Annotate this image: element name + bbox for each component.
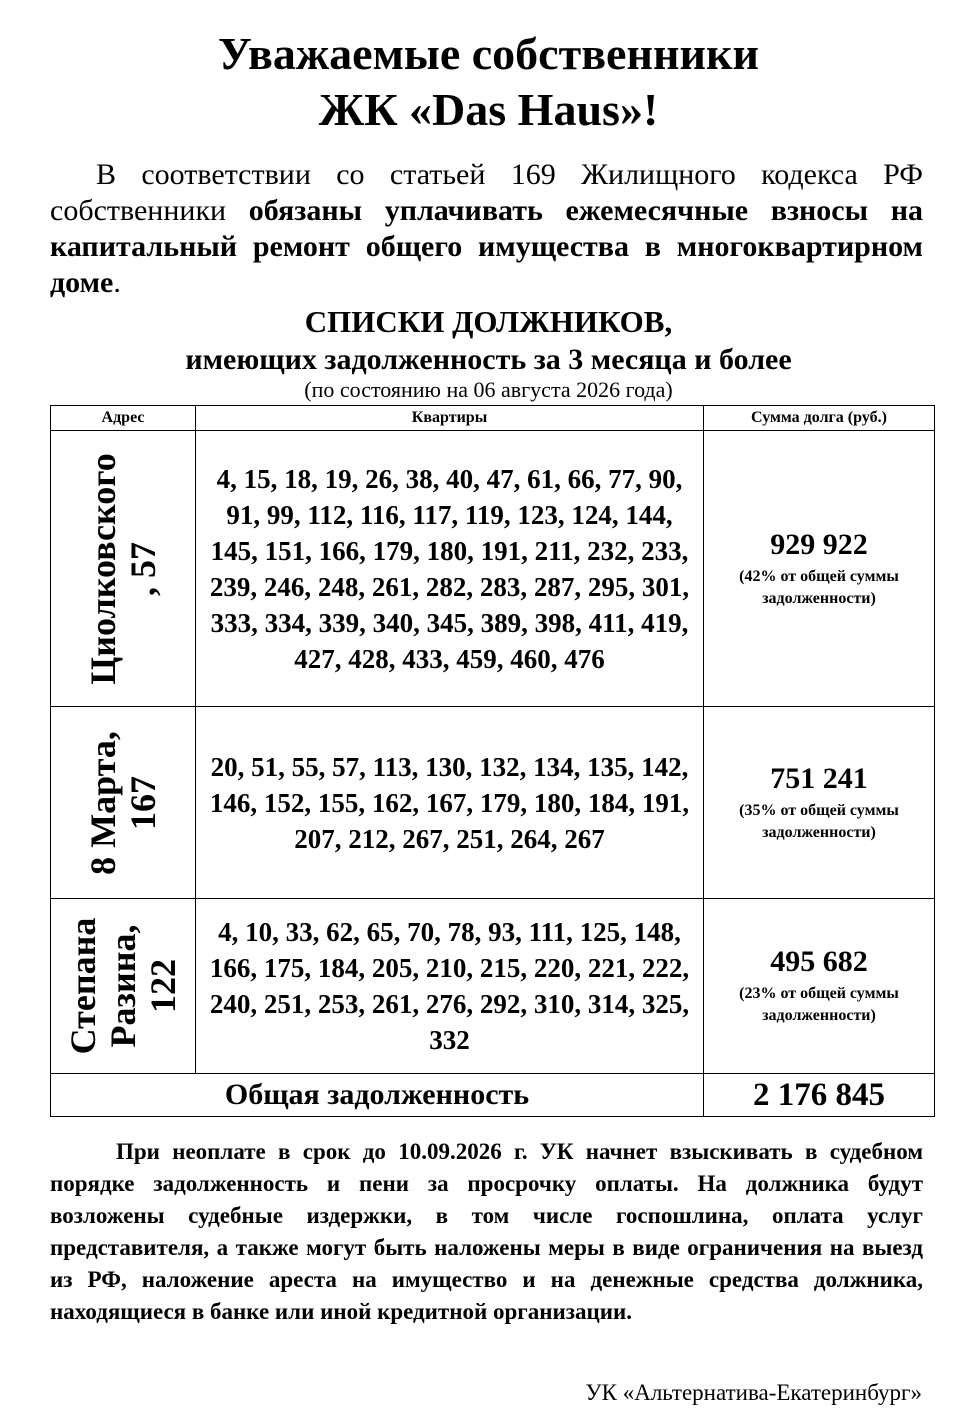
address-line: 122 bbox=[143, 959, 183, 1014]
address-line: Разина, bbox=[103, 924, 143, 1048]
table-row bbox=[51, 899, 935, 1074]
list-date: (по состоянию на 06 августа 2026 года) bbox=[304, 377, 673, 402]
table-header-row bbox=[51, 406, 935, 431]
sum-cell bbox=[704, 899, 935, 1074]
sum-note bbox=[704, 800, 934, 844]
address-cell bbox=[51, 899, 196, 1074]
total-label: Общая задолженность bbox=[51, 1074, 704, 1117]
address-line: Степана bbox=[63, 917, 103, 1055]
title-line-2: ЖК «Das Haus»! bbox=[318, 84, 659, 135]
table-row bbox=[51, 707, 935, 899]
sum-value: 495 682 bbox=[770, 945, 868, 978]
list-subtitle: имеющих задолженность за 3 месяца и более bbox=[185, 343, 792, 376]
apartments-cell bbox=[196, 707, 704, 899]
intro-text-end: . bbox=[113, 266, 121, 299]
title-line-1: Уважаемые собственники bbox=[218, 28, 759, 79]
sum-note-line: задолженности) bbox=[762, 823, 876, 841]
debtors-table bbox=[50, 405, 935, 1117]
header-sum: Сумма долга (руб.) bbox=[704, 406, 935, 431]
sum-note-line: (42% от общей суммы bbox=[739, 567, 899, 585]
address-cell bbox=[51, 707, 196, 899]
address-label bbox=[83, 731, 163, 875]
table-row bbox=[51, 431, 935, 707]
signature: УК «Альтернатива-Екатеринбург» bbox=[585, 1380, 922, 1405]
apartment-list: 4, 10, 33, 62, 65, 70, 78, 93, 111, 125, 148, 166, 175, 184, 205, 210, 215, 220, 221, 222, 240, 251, 253, 261, 276, 292, 310, 314, 325, 332 bbox=[209, 917, 690, 1055]
apartments-cell bbox=[196, 431, 704, 707]
sum-note-line: задолженности) bbox=[762, 589, 876, 607]
apartment-list: 20, 51, 55, 57, 113, 130, 132, 134, 135, 142, 146, 152, 155, 162, 167, 179, 180, 184, 191, 207, 212, 267, 251, 264, 267 bbox=[209, 751, 690, 854]
intro-paragraph bbox=[50, 157, 923, 301]
sum-cell bbox=[704, 707, 935, 899]
list-title: СПИСКИ ДОЛЖНИКОВ, bbox=[304, 304, 673, 339]
address-label bbox=[83, 453, 163, 684]
address-line: 8 Марта, bbox=[83, 730, 123, 875]
header-address: Адрес bbox=[51, 406, 196, 431]
address-line: 167 bbox=[123, 775, 163, 830]
warning-paragraph bbox=[50, 1136, 923, 1328]
intro-bold-text: обязаны уплачивать ежемесячные взносы на капитальный ремонт общего имущества в многоквартирном доме bbox=[50, 194, 923, 299]
sum-value: 929 922 bbox=[770, 527, 868, 561]
apartment-list: 4, 15, 18, 19, 26, 38, 40, 47, 61, 66, 77, 90, 91, 99, 112, 116, 117, 119, 123, 124, 144, 145, 151, 166, 179, 180, 191, 211, 232, 233, 239, 246, 248, 261, 282, 283, 287, 295, 301, 333, 334, 339, 340, 345, 389, 398, 411, 419, 427, 428, 433, 459, 460, 476 bbox=[209, 463, 690, 674]
total-value: 2 176 845 bbox=[704, 1074, 935, 1117]
warning-text: При неоплате в срок до 10.09.2026 г. УК начнет взыскивать в судебном порядке задолженность и пени за просрочку оплаты. На должника будут возложены судебные издержки, в том числе госпошлина, оплата услуг представителя, а также могут быть наложены меры в виде ограничения на выезд из РФ, наложение ареста на имущество и на денежные средства должника, находящиеся в банке или иной кредитной организации. bbox=[50, 1139, 923, 1324]
apartments-cell bbox=[196, 899, 704, 1074]
sum-note-line: (35% от общей суммы bbox=[739, 801, 899, 819]
address-line: , 57 bbox=[123, 541, 163, 596]
sum-note bbox=[704, 566, 934, 610]
intro-text: В соответствии со статьей 169 Жилищного кодекса РФ собственники bbox=[50, 158, 923, 227]
sum-cell bbox=[704, 431, 935, 707]
sum-note-line: (23% от общей суммы bbox=[739, 985, 899, 1002]
page-title bbox=[0, 26, 977, 138]
address-label bbox=[63, 918, 183, 1055]
address-cell bbox=[51, 431, 196, 707]
total-row bbox=[51, 1074, 935, 1117]
header-apartments: Квартиры bbox=[196, 406, 704, 431]
sum-value: 751 241 bbox=[770, 761, 868, 795]
address-line: Циолковского bbox=[83, 452, 123, 685]
sum-note bbox=[704, 983, 934, 1027]
sum-note-line: задолженности) bbox=[762, 1007, 876, 1024]
